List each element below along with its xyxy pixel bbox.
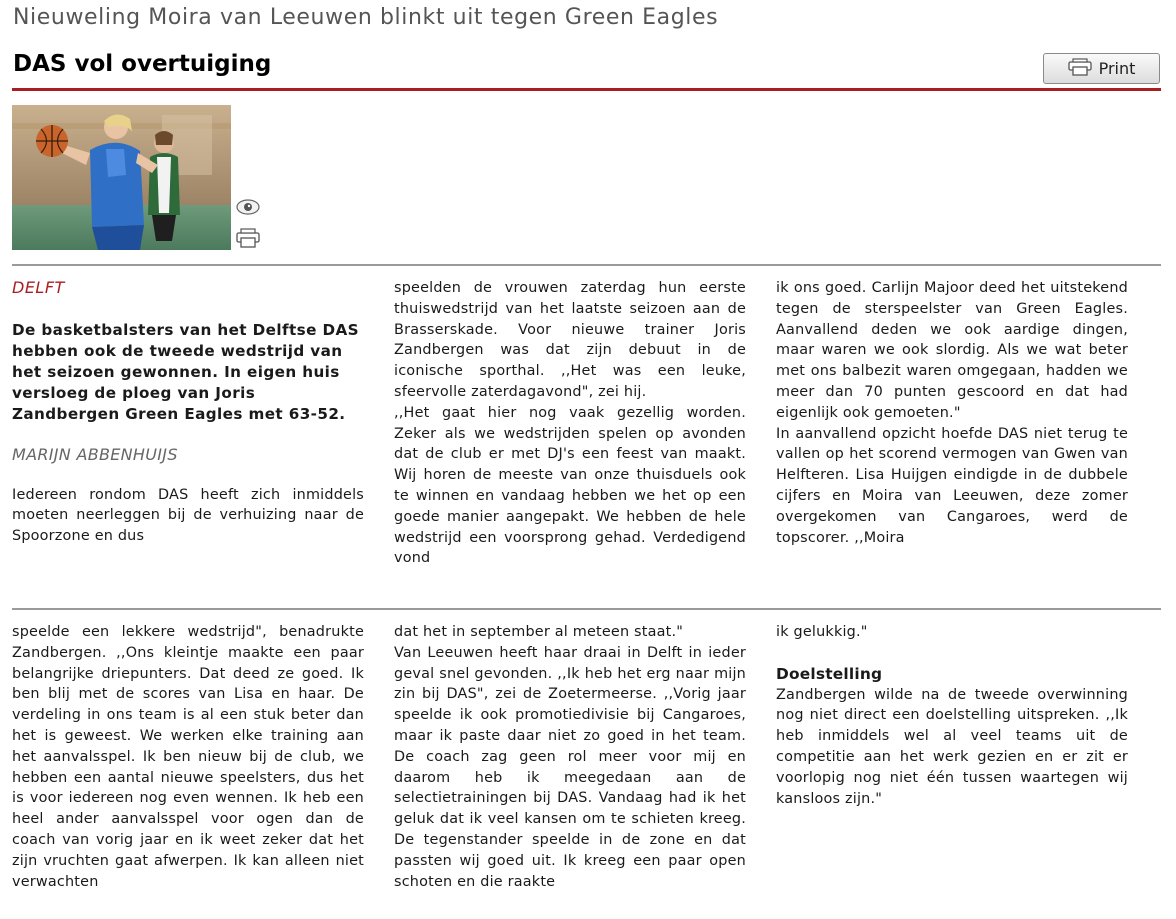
section-divider	[12, 608, 1161, 610]
printer-icon	[1068, 58, 1092, 80]
article-kicker: Nieuweling Moira van Leeuwen blinkt uit tegen Green Eagles	[13, 5, 719, 30]
column-2-bottom	[394, 622, 746, 892]
subheading: Doelstelling	[776, 664, 883, 683]
header-divider	[12, 88, 1161, 91]
byline: MARIJN ABBENHUIJS	[12, 444, 178, 464]
eye-icon[interactable]	[236, 198, 260, 220]
body-paragraph: In aanvallend opzicht hoefde DAS niet terug te vallen op het scorend vermogen van Gwen van Helfteren. Lisa Huijgen eindigde in de dubbele cijfers en Moira van Leeuwen, deze zomer overgekomen van Cangaroes, werd de topscorer. ,,Moira	[776, 425, 1128, 546]
column-3-top	[776, 278, 1128, 548]
body-paragraph: ,,Het gaat hier nog vaak gezellig worden. Zeker als we wedstrijden spelen op avonden dat de club er met DJ's een feest van maakt. Wij horen de meeste van onze thuisduels ook te winnen en vandaag hebben we het op een goede manier aangepakt. We hebben de hele wedstrijd een voorsprong gehad. Verdedigend vond	[394, 404, 746, 567]
print-button[interactable]	[1043, 53, 1160, 84]
article-intro: De basketbalsters van het Delftse DAS hebben ook de tweede wedstrijd van het seizoen gewonnen. In eigen huis versloeg de ploeg van Joris Zandbergen Green Eagles met 63-52.	[12, 320, 359, 423]
body-paragraph: Iedereen rondom DAS heeft zich inmiddels moeten neerleggen bij de verhuizing naar de Spoorzone en dus	[12, 486, 364, 545]
column-3-bottom	[776, 622, 1128, 809]
body-paragraph: dat het in september al meteen staat."	[394, 624, 684, 640]
column-1-top	[12, 278, 364, 547]
body-paragraph: Zandbergen wilde na de tweede overwinning nog niet direct een doelstelling uitspreken. ,,Ik heb inmiddels wel al veel teams uit de competitie aan het werk gezien en er zit er voorlopig nog niet één tussen waartegen wij kansloos zijn."	[776, 686, 1128, 807]
article-photo[interactable]	[12, 105, 231, 250]
body-paragraph: Van Leeuwen heeft haar draai in Delft in ieder geval snel gevonden. ,,Ik heb het erg naar mijn zin bij DAS", zei de Zoetermeerse. ,,Vorig jaar speelde ik ook promotiedivisie bij Cangaroes, maar ik paste daar niet zo goed in het team. De coach zag geen rol meer voor mij en daarom heb ik meegedaan aan de selectietrainingen bij DAS. Vandaag had ik het geluk dat ik veel kansen om te schieten kreeg. De tegenstander speelde in de zone en dat passten wij goed uit. Ik kreeg een paar open schoten en die raakte	[394, 644, 746, 890]
body-paragraph: ik ons goed. Carlijn Majoor deed het uitstekend tegen de sterspeelster van Green Eagles. Aanvallend deden we ook aardige dingen, maar waren we ook slordig. Als we wat beter met ons balbezit waren omgegaan, hadden we meer dan 70 punten gescoord en dat had eigenlijk ook gemoeten."	[776, 280, 1128, 421]
body-paragraph: ik gelukkig."	[776, 624, 868, 640]
body-paragraph: speelde een lekkere wedstrijd", benadrukte Zandbergen. ,,Ons kleintje maakte een paar belangrijke driepunters. Dat deed ze goed. Ik ben blij met de scores van Lisa en haar. De verdeling in ons team is al een stuk beter dan het is geweest. We werken elke training aan het aanvalsspel. Ik ben nieuw bij de club, we hebben een aantal nieuwe speelsters, dus het is voor iedereen nog even wennen. Ik heb een heel ander aanvalsspel voor ogen dan de coach van vorig jaar en ik weet zeker dat het zijn vruchten gaat afwerpen. Ik kan alleen niet verwachten	[12, 624, 364, 890]
print-button-label: Print	[1098, 59, 1136, 78]
section-divider	[12, 264, 1161, 266]
printer-icon[interactable]	[236, 228, 260, 252]
column-1-bottom	[12, 622, 364, 892]
body-paragraph: speelden de vrouwen zaterdag hun eerste thuiswedstrijd van het laatste seizoen aan de Brasserskade. Voor nieuwe trainer Joris Zandbergen was dat zijn debuut in de iconische sporthal. ,,Het was een leuke, sfeervolle zaterdagavond", zei hij.	[394, 280, 746, 400]
dateline: DELFT	[12, 278, 65, 297]
article-headline: DAS vol overtuiging	[13, 51, 272, 77]
column-2-top	[394, 278, 746, 569]
